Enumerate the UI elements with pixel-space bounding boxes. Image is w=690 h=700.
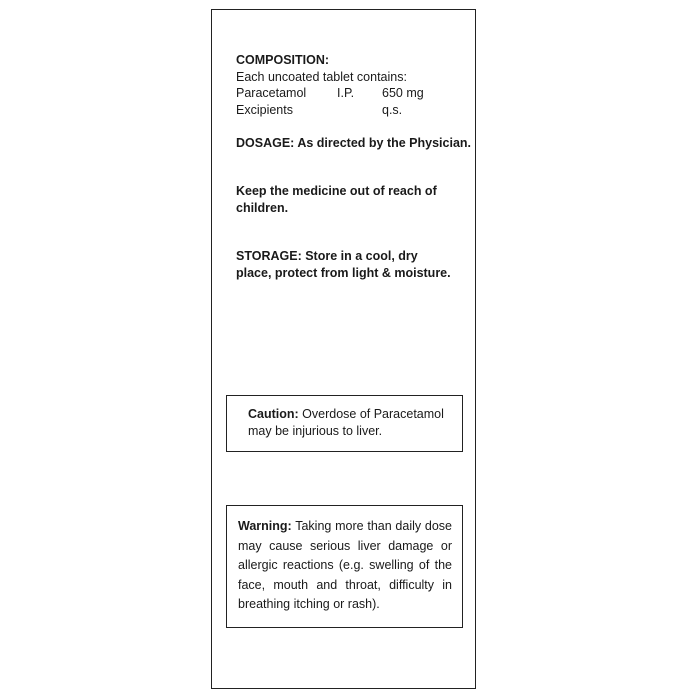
- ingredient-name: Excipients: [236, 103, 293, 117]
- warning-text: [238, 517, 452, 615]
- warning-box: [226, 505, 463, 628]
- ingredient-name: Paracetamol: [236, 86, 307, 100]
- keep-out-of-reach-text: Keep the medicine out of reach of children.: [236, 184, 437, 215]
- storage-text: STORAGE: Store in a cool, dry place, protect from light & moisture.: [236, 249, 451, 280]
- warning-label: Warning:: [238, 519, 292, 533]
- ingredient-amount: 650 mg: [382, 86, 424, 100]
- caution-box: [226, 395, 463, 452]
- caution-label: Caution:: [248, 407, 299, 421]
- ingredient-standard: I.P.: [337, 86, 355, 100]
- caution-body: Overdose of Paracetamol may be injurious to liver.: [248, 407, 444, 438]
- composition-intro: Each uncoated tablet contains:: [236, 70, 407, 84]
- dosage-text: DOSAGE: As directed by the Physician.: [236, 136, 472, 150]
- ingredient-amount: q.s.: [382, 103, 403, 117]
- composition-title: COMPOSITION:: [236, 53, 330, 67]
- warning-body: Taking more than daily dose may cause serious liver damage or allergic reactions (e.g. swelling of the face, mouth and throat, difficulty in breathing itching or rash).: [238, 519, 452, 611]
- caution-text: [248, 406, 453, 439]
